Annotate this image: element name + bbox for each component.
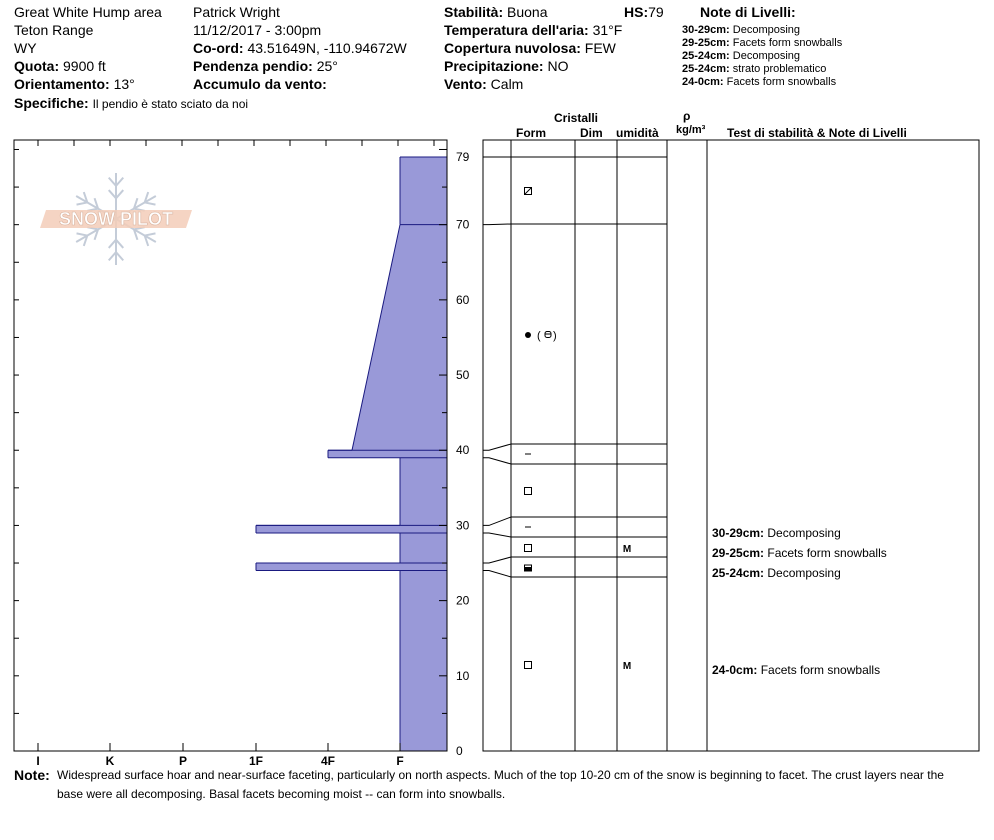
hardness-tick-label: K: [105, 754, 115, 765]
snowflake-branch: [77, 233, 88, 235]
wind-value: Calm: [490, 76, 524, 92]
snowflake-branch: [145, 202, 156, 204]
snowflake-branch: [77, 202, 88, 204]
slope-value: 25°: [316, 58, 338, 74]
layer-note-text: Decomposing: [732, 24, 801, 36]
air-temp-label: Temperatura dell'aria:: [444, 22, 589, 38]
grain-form-faceted-icon: [525, 545, 532, 552]
elevation-label: Quota:: [14, 58, 60, 74]
hs-value: 79: [648, 4, 664, 20]
slope-label: Pendenza pendio:: [193, 58, 313, 74]
hardness-tick-label: I: [36, 754, 40, 765]
hs-label: HS:: [624, 4, 649, 20]
hardness-tick-label: P: [178, 754, 188, 765]
grain-form-precip-graupel-icon: [525, 330, 557, 342]
snowflake-branch: [109, 252, 116, 260]
precip-label: Precipitazione:: [444, 58, 544, 74]
layer-note-range: 25-24cm:: [682, 50, 733, 62]
paren-close: ): [553, 330, 557, 342]
moisture-value: M: [622, 661, 632, 672]
snowflake-branch: [145, 233, 156, 235]
coords-value: 43.51649N, -110.94672W: [247, 40, 407, 56]
datetime-text: 11/12/2017 - 3:00pm: [193, 22, 322, 38]
form-header: Form: [516, 126, 546, 140]
grain-form-faceted-icon: [525, 662, 532, 669]
depth-tick-label: 50: [456, 368, 470, 383]
layer-note-range: 24-0cm:: [682, 76, 727, 88]
state-text: WY: [14, 40, 37, 56]
layer-note-text: Facets form snowballs: [726, 76, 837, 88]
note-line-1: Widespread surface hoar and near-surface faceting, particularly on north aspects. Much of the top 10-20 cm of the snow is beginning to facet. The crust layers near the: [57, 768, 944, 782]
density-symbol: ρ: [683, 109, 691, 123]
depth-tick-label: 30: [456, 518, 470, 533]
snowflake-branch: [109, 178, 116, 186]
grain-form-faceted-rounded-icon: [525, 188, 532, 195]
snowflake-branch: [116, 252, 123, 260]
observer-text: Patrick Wright: [193, 4, 280, 20]
layer-note-text: strato problematico: [732, 63, 827, 75]
hardness-tick-label: 4F: [320, 754, 336, 765]
depth-tick-label: 70: [456, 217, 470, 232]
size-header: Dim: [580, 126, 603, 140]
paren-open: (: [537, 330, 541, 342]
density-unit: kg/m³: [676, 124, 706, 136]
snowflake-branch: [116, 190, 123, 198]
coords-label: Co-ord:: [193, 40, 244, 56]
wind-label: Vento:: [444, 76, 487, 92]
grain-form-depth-hoar-solid-icon: [525, 565, 532, 571]
snowpilot-logo: [40, 173, 192, 265]
snowflake-branch: [116, 178, 123, 186]
depth-tick-label: 10: [456, 668, 470, 683]
stability-notes-header: Test di stabilità & Note di Livelli: [727, 126, 907, 140]
snowflake-branch: [109, 190, 116, 198]
grain-form-faceted-icon: [525, 488, 532, 495]
stability-note: 24-0cm: Facets form snowballs: [712, 663, 881, 677]
depth-tick-label: 40: [456, 443, 470, 458]
stability-label: Stabilità:: [444, 4, 504, 20]
sky-value: FEW: [584, 40, 616, 56]
layer-note-range: 25-24cm:: [682, 63, 733, 75]
specifics-value: Il pendio è stato sciato da noi: [92, 97, 249, 111]
elevation-value: 9900 ft: [63, 58, 106, 74]
depth-tick-label: 20: [456, 593, 470, 608]
logo-text: SNOW PILOT: [59, 209, 173, 229]
depth-tick-label: 0: [456, 744, 463, 758]
layer-note-range: 30-29cm:: [682, 24, 733, 36]
stability-note: 25-24cm: Decomposing: [712, 566, 841, 580]
stability-value: Buona: [507, 4, 548, 20]
stability-notes-panel: [712, 526, 887, 677]
note-line-2: base were all decomposing. Basal facets becoming moist -- can form into snowballs.: [57, 787, 506, 801]
location-text: Great White Hump area: [14, 4, 162, 20]
depth-tick-label: 60: [456, 292, 470, 307]
precip-value: NO: [547, 58, 569, 74]
moisture-header: umidità: [616, 126, 659, 140]
wind-loading-label: Accumulo da vento:: [193, 76, 327, 92]
stability-note: 29-25cm: Facets form snowballs: [712, 546, 887, 560]
hardness-profile-area: [256, 157, 447, 751]
layer-note-range: 29-25cm:: [682, 37, 733, 49]
layer-panel: [483, 140, 979, 751]
air-temp-value: 31°F: [592, 22, 623, 38]
hardness-tick-label: 1F: [248, 754, 264, 765]
layer-note-text: Facets form snowballs: [732, 37, 843, 49]
specifics-label: Specifiche:: [14, 95, 89, 111]
depth-tick-label: 79: [456, 150, 470, 164]
layer-frame: [483, 140, 979, 751]
hardness-tick-label: F: [396, 754, 404, 765]
range-text: Teton Range: [14, 22, 94, 38]
moisture-value: M: [622, 544, 632, 555]
stability-note: 30-29cm: Decomposing: [712, 526, 841, 540]
crystals-header: Cristalli: [554, 111, 599, 125]
sky-label: Copertura nuvolosa:: [444, 40, 581, 56]
aspect-value: 13°: [113, 76, 135, 92]
note-label: Note:: [14, 767, 50, 783]
aspect-label: Orientamento:: [14, 76, 110, 92]
layer-note-text: Decomposing: [732, 50, 801, 62]
layer-notes-title: Note di Livelli:: [700, 4, 796, 20]
snowflake-branch: [109, 240, 116, 248]
snowflake-branch: [116, 240, 123, 248]
